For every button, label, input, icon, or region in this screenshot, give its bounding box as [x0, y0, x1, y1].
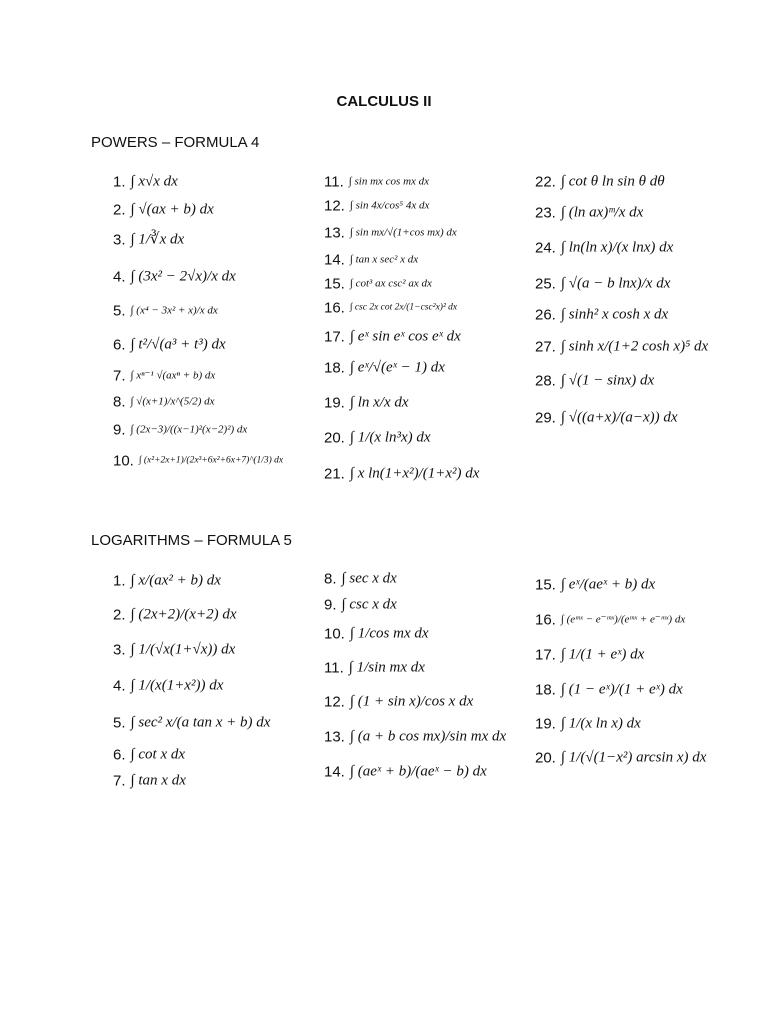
formula-number: 16. [324, 299, 345, 317]
formula-number: 28. [535, 372, 556, 390]
formula-expression: ∫ (aeˣ + b)/(aeˣ − b) dx [349, 763, 487, 780]
formula-number: 15. [324, 275, 345, 293]
formula-expression: ∫ 1/∛x dx [130, 231, 185, 248]
formula-number: 9. [113, 421, 126, 439]
formula-item [324, 301, 457, 316]
formula-expression: ∫ √(1 − sinx) dx [560, 372, 655, 389]
formula-expression: ∫ (ln ax)ᵐ/x dx [560, 204, 644, 221]
formula-item [324, 330, 461, 345]
formula-number: 4. [113, 677, 126, 695]
formula-item [113, 454, 283, 469]
formula-expression: ∫ x ln(1+x²)/(1+x²) dx [349, 465, 480, 482]
formula-item [535, 206, 643, 221]
formula-number: 10. [324, 625, 345, 643]
formula-expression: ∫ ln(ln x)/(x lnx) dx [560, 239, 674, 256]
formula-number: 11. [324, 659, 344, 677]
formula-item [324, 661, 425, 676]
formula-item [113, 233, 184, 248]
formula-number: 10. [113, 452, 134, 470]
formula-number: 20. [535, 749, 556, 767]
formula-number: 9. [324, 596, 337, 614]
formula-expression: ∫ xⁿ⁻¹ √(axⁿ + b) dx [130, 369, 216, 382]
formula-expression: ∫ ln x/x dx [349, 394, 409, 411]
formula-item [324, 695, 473, 710]
formula-expression: ∫ csc x dx [341, 596, 397, 613]
formula-item [535, 241, 673, 256]
formula-number: 13. [324, 728, 345, 746]
formula-expression: ∫ (1 + sin x)/cos x dx [349, 693, 474, 710]
formula-number: 3. [113, 231, 126, 249]
formula-item [324, 467, 479, 482]
formula-item [113, 369, 215, 384]
formula-expression: ∫ cot x dx [130, 746, 186, 763]
formula-expression: ∫ sec x dx [341, 570, 397, 587]
formula-number: 15. [535, 576, 556, 594]
formula-expression: ∫ sinh x/(1+2 cosh x)⁵ dx [560, 338, 709, 355]
formula-number: 25. [535, 275, 556, 293]
formula-item [535, 578, 655, 593]
formula-expression: ∫ csc 2x cot 2x/(1−csc²x)² dx [349, 302, 458, 313]
formula-number: 7. [113, 367, 126, 385]
formula-number: 5. [113, 714, 126, 732]
formula-item [535, 751, 706, 766]
formula-number: 27. [535, 338, 556, 356]
formula-item [113, 643, 235, 658]
section-heading-powers: POWERS – FORMULA 4 [91, 134, 260, 151]
formula-item [535, 277, 670, 292]
formula-item [113, 574, 221, 589]
formula-expression: ∫ 1/sin mx dx [348, 659, 425, 676]
formula-item [535, 175, 665, 190]
formula-item [113, 304, 218, 319]
formula-item [535, 411, 678, 426]
formula-item [324, 361, 445, 376]
formula-expression: ∫ eˣ/(aeˣ + b) dx [560, 576, 656, 593]
formula-number: 12. [324, 693, 345, 711]
formula-expression: ∫ √(a − b lnx)/x dx [560, 275, 671, 292]
document-title: CALCULUS II [336, 93, 432, 110]
formula-item [113, 608, 237, 623]
formula-expression: ∫ tan x sec² x dx [349, 253, 419, 266]
formula-number: 18. [324, 359, 345, 377]
formula-expression: ∫ 1/(x(1+x²)) dx [130, 677, 224, 694]
formula-number: 19. [324, 394, 345, 412]
formula-item [535, 717, 641, 732]
formula-expression: ∫ sin 4x/cos⁵ 4x dx [349, 199, 430, 212]
formula-item [324, 277, 432, 292]
formula-number: 13. [324, 224, 345, 242]
formula-number: 16. [535, 611, 556, 629]
formula-item [113, 395, 215, 410]
formula-expression: ∫ √((a+x)/(a−x)) dx [560, 409, 678, 426]
formula-number: 12. [324, 197, 345, 215]
formula-number: 14. [324, 251, 345, 269]
formula-expression: ∫ 1/(√x(1+√x)) dx [130, 641, 236, 658]
formula-item [535, 683, 683, 698]
formula-number: 17. [535, 646, 556, 664]
formula-number: 14. [324, 763, 345, 781]
formula-number: 21. [324, 465, 345, 483]
formula-item [113, 679, 223, 694]
formula-number: 2. [113, 606, 126, 624]
formula-number: 7. [113, 772, 126, 790]
formula-expression: ∫ t²/√(a³ + t³) dx [130, 336, 226, 353]
formula-expression: ∫ (1 − eˣ)/(1 + eˣ) dx [560, 681, 683, 698]
formula-expression: ∫ sin mx cos mx dx [348, 175, 430, 188]
formula-number: 23. [535, 204, 556, 222]
formula-expression: ∫ (2x+2)/(x+2) dx [130, 606, 237, 623]
formula-item [535, 648, 644, 663]
formula-number: 17. [324, 328, 345, 346]
formula-number: 6. [113, 336, 126, 354]
formula-item [324, 253, 418, 268]
formula-item [324, 765, 487, 780]
formula-item [113, 270, 236, 285]
formula-number: 5. [113, 302, 126, 320]
formula-expression: ∫ (eᵐˣ − e⁻ᵐˣ)/(eᵐˣ + e⁻ᵐˣ) dx [560, 613, 686, 626]
formula-number: 11. [324, 173, 344, 191]
formula-number: 8. [113, 393, 126, 411]
formula-number: 8. [324, 570, 337, 588]
formula-number: 19. [535, 715, 556, 733]
formula-expression: ∫ cot³ ax csc² ax dx [349, 277, 432, 290]
formula-item [535, 374, 654, 389]
formula-number: 4. [113, 268, 126, 286]
formula-number: 6. [113, 746, 126, 764]
formula-expression: ∫ tan x dx [130, 772, 186, 789]
formula-item [324, 598, 397, 613]
section-heading-logarithms: LOGARITHMS – FORMULA 5 [91, 532, 292, 549]
formula-expression: ∫ 1/(x ln x) dx [560, 715, 641, 732]
formula-expression: ∫ eˣ sin eˣ cos eˣ dx [349, 328, 461, 345]
formula-item [324, 396, 409, 411]
formula-number: 18. [535, 681, 556, 699]
formula-expression: ∫ 1/(x ln³x) dx [349, 429, 431, 446]
formula-item [113, 748, 185, 763]
formula-expression: ∫ x/(ax² + b) dx [130, 572, 221, 589]
formula-item [535, 340, 708, 355]
formula-item [113, 716, 270, 731]
formula-item [324, 175, 429, 190]
formula-item [324, 431, 431, 446]
formula-item [324, 627, 429, 642]
formula-expression: ∫ (x²+2x+1)/(2x³+6x²+6x+7)^(1/3) dx [138, 455, 284, 466]
formula-expression: ∫ sec² x/(a tan x + b) dx [130, 714, 271, 731]
formula-expression: ∫ eˣ/√(eˣ − 1) dx [349, 359, 445, 376]
formula-number: 1. [113, 173, 126, 191]
formula-item [113, 423, 247, 438]
formula-number: 24. [535, 239, 556, 257]
formula-expression: ∫ sinh² x cosh x dx [560, 306, 669, 323]
formula-expression: ∫ x√x dx [130, 173, 178, 190]
formula-item [535, 308, 668, 323]
formula-expression: ∫ √(x+1)/x^(5/2) dx [130, 395, 215, 408]
formula-item [324, 226, 457, 241]
formula-item [113, 338, 226, 353]
formula-item [324, 572, 397, 587]
formula-number: 1. [113, 572, 126, 590]
formula-number: 20. [324, 429, 345, 447]
formula-expression: ∫ 1/cos mx dx [349, 625, 429, 642]
formula-item [324, 199, 429, 214]
formula-number: 29. [535, 409, 556, 427]
formula-item [113, 175, 178, 190]
formula-number: 2. [113, 201, 126, 219]
formula-expression: ∫ (x⁴ − 3x² + x)/x dx [130, 304, 218, 317]
formula-expression: ∫ cot θ ln sin θ dθ [560, 173, 665, 190]
formula-item [113, 203, 214, 218]
formula-number: 3. [113, 641, 126, 659]
formula-item [535, 613, 685, 628]
formula-expression: ∫ (3x² − 2√x)/x dx [130, 268, 236, 285]
formula-item [113, 774, 186, 789]
formula-item [324, 730, 506, 745]
formula-number: 26. [535, 306, 556, 324]
formula-expression: ∫ (a + b cos mx)/sin mx dx [349, 728, 507, 745]
formula-expression: ∫ 1/(1 + eˣ) dx [560, 646, 645, 663]
formula-expression: ∫ √(ax + b) dx [130, 201, 214, 218]
formula-expression: ∫ (2x−3)/((x−1)²(x−2)²) dx [130, 423, 248, 436]
formula-expression: ∫ 1/(√(1−x²) arcsin x) dx [560, 749, 707, 766]
formula-expression: ∫ sin mx/√(1+cos mx) dx [349, 226, 457, 239]
formula-number: 22. [535, 173, 556, 191]
